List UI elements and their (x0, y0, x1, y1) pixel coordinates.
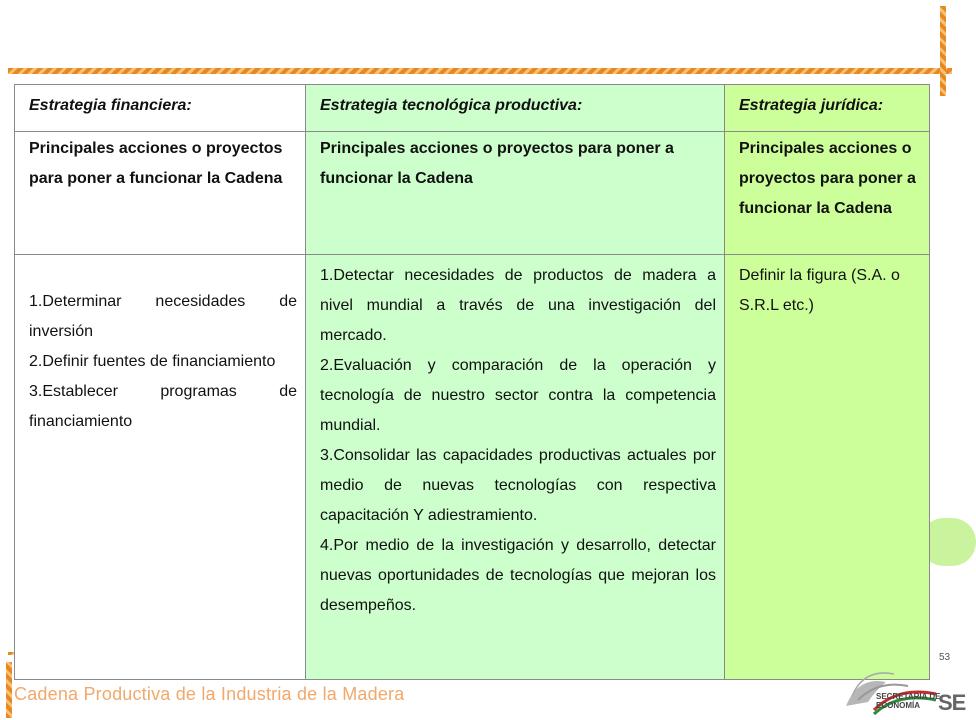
list-item: 3.Establecer programas de financiamiento (29, 383, 297, 430)
table-body-row (15, 255, 930, 680)
table-header-row (15, 85, 930, 132)
subheader-juridica: Principales acciones o proyectos para poner a funcionar la Cadena (725, 132, 930, 255)
list-item: 2.Definir fuentes de financiamiento (29, 353, 276, 370)
subheader-financiera: Principales acciones o proyectos para poner a funcionar la Cadena (15, 132, 306, 255)
list-item: 1.Determinar necesidades de inversión (29, 293, 297, 340)
juridica-actions (725, 255, 930, 680)
strategy-table (14, 84, 930, 680)
list-item: 4.Por medio de la investigación y desarrollo, detectar nuevas oportunidades de tecnologías que mejoran los desempeños. (320, 537, 716, 614)
tecnologica-actions (306, 255, 725, 680)
financiera-actions (15, 255, 306, 680)
list-item: 1.Detectar necesidades de productos de madera a nivel mundial a través de una investigación del mercado. (320, 267, 716, 344)
header-juridica: Estrategia jurídica: (725, 85, 930, 132)
logo-mark: SE (938, 690, 966, 715)
subheader-tecnologica: Principales acciones o proyectos para poner a funcionar la Cadena (306, 132, 725, 255)
footer-title: Cadena Productiva de la Industria de la Madera (14, 684, 405, 704)
list-item: Definir la figura (S.A. o S.R.L etc.) (739, 267, 900, 314)
bottom-left-decorative-bar (6, 662, 12, 718)
header-financiera: Estrategia financiera: (15, 85, 306, 132)
list-item: 3.Consolidar las capacidades productivas actuales por medio de nuevas tecnologías con respectiva capacitación Y adiestramiento. (320, 447, 716, 524)
top-decorative-bar (8, 68, 952, 74)
table-subheader-row (15, 132, 930, 255)
page-number: 53 (939, 652, 951, 663)
list-item: 2.Evaluación y comparación de la operación y tecnología de nuestro sector contra la competencia mundial. (320, 357, 716, 434)
logo-text: SECRETARÍA DE ECONOMÍA (876, 692, 941, 710)
top-right-decorative-bar (940, 6, 946, 96)
header-tecnologica: Estrategia tecnológica productiva: (306, 85, 725, 132)
